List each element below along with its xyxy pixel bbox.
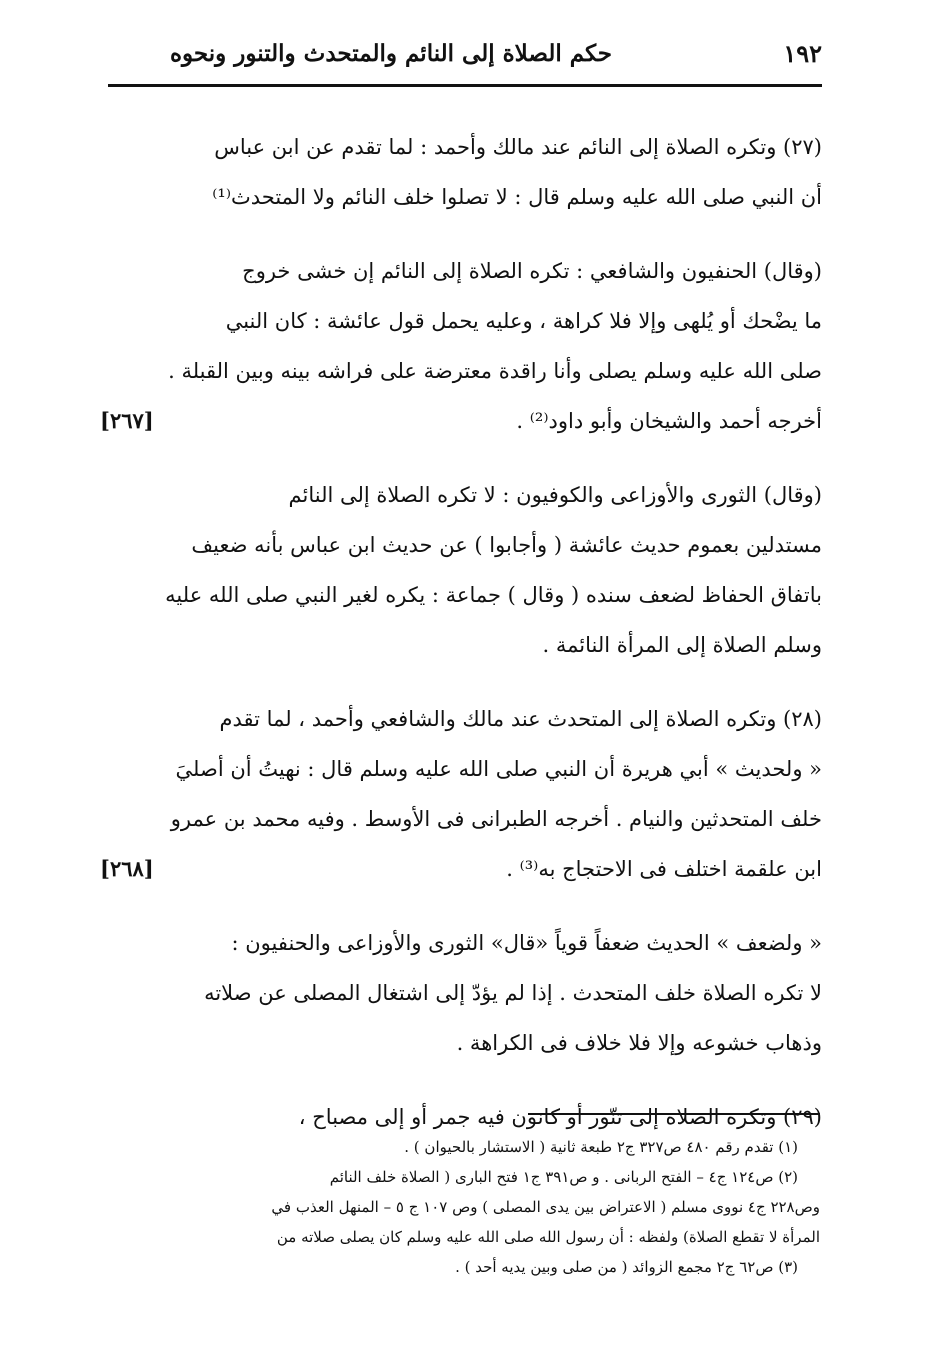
- text-line: (٢٧) وتكره الصلاة إلى النائم عند مالك وأحمد : لما تقدم عن ابن عباس: [214, 135, 822, 159]
- footnote-2-continued: وص٢٢٨ ج٤ نووى مسلم ( الاعتراض بين يدى المصلى ) وص ١٠٧ ج ٥ – المنهل العذب في: [271, 1198, 820, 1216]
- text-line: (٢٨) وتكره الصلاة إلى المتحدث عند مالك والشافعي وأحمد ، لما تقدم: [219, 707, 822, 731]
- text-line: باتفاق الحفاظ لضعف سنده ( وقال ) جماعة : يكره لغير النبي صلى الله عليه: [165, 583, 822, 607]
- hadith-ref-number: [٢٦٧]: [100, 408, 154, 433]
- text-line: خلف المتحدثين والنيام . أخرجه الطبرانى فى الأوسط . وفيه محمد بن عمرو: [170, 807, 822, 831]
- text-line: أن النبي صلى الله عليه وسلم قال : لا تصلوا خلف النائم ولا المتحدث⁽¹⁾: [212, 185, 822, 209]
- paragraph-hanafi-shafii: [100, 246, 822, 446]
- paragraph-thawri: [100, 470, 822, 670]
- text-line: (وقال) الثورى والأوزاعى والكوفيون : لا تكره الصلاة إلى النائم: [288, 483, 822, 507]
- text-line: (وقال) الحنفيون والشافعي : تكره الصلاة إلى النائم إن خشى خروج: [242, 259, 822, 283]
- paragraph-27: [100, 122, 822, 222]
- text-line: صلى الله عليه وسلم يصلى وأنا راقدة معترضة على فراشه بينه وبين القبلة .: [168, 359, 822, 383]
- text-line: مستدلين بعموم حديث عائشة ( وأجابوا ) عن حديث ابن عباس بأنه ضعيف: [191, 533, 822, 557]
- page-header: [108, 28, 822, 78]
- running-title: حكم الصلاة إلى النائم والمتحدث والتنور ونحوه: [170, 39, 612, 67]
- text-line-with-ref: [100, 844, 822, 894]
- text-line-with-ref: [100, 396, 822, 446]
- body-text: [100, 122, 822, 1166]
- text-line: وسلم الصلاة إلى المرأة النائمة .: [542, 633, 822, 657]
- paragraph-weak-hadith: [100, 918, 822, 1068]
- text-line: ما يضْحك أو يُلهى وإلا فلا كراهة ، وعليه يحمل قول عائشة : كان النبي: [225, 309, 822, 333]
- text-line: أخرجه أحمد والشيخان وأبو داود⁽²⁾ .: [516, 409, 822, 433]
- header-rule: [108, 84, 822, 87]
- text-line: « ولحديث » أبي هريرة أن النبي صلى الله عليه وسلم قال : نهيتُ أن أصليَ: [175, 757, 822, 781]
- text-line: وذهاب خشوعه وإلا فلا خلاف فى الكراهة .: [456, 1031, 822, 1055]
- footnotes: [110, 1132, 820, 1282]
- footnote-2: (٢) ص١٢٤ ج٤ – الفتح الربانى . و ص٣٩١ ج١ فتح البارى ( الصلاة خلف النائم: [329, 1168, 798, 1186]
- footnote-rule: [528, 1113, 820, 1115]
- text-line: لا تكره الصلاة خلف المتحدث . إذا لم يؤدّ إلى اشتغال المصلى عن صلاته: [204, 981, 822, 1005]
- page-number: ١٩٢: [783, 38, 822, 68]
- text-line: (٢٩) وتكره الصلاة إلى تنّور أو كانون فيه جمر أو إلى مصباح ،: [298, 1105, 822, 1129]
- text-line: ابن علقمة اختلف فى الاحتجاج به⁽³⁾ .: [506, 857, 822, 881]
- footnote-2-continued: المرأة لا تقطع الصلاة) ولفظه : أن رسول الله صلى الله عليه وسلم كان يصلى صلاته من: [276, 1228, 820, 1246]
- paragraph-28: [100, 694, 822, 894]
- hadith-ref-number: [٢٦٨]: [100, 856, 154, 881]
- text-line: « ولضعف » الحديث ضعفاً قوياً «قال» الثورى والأوزاعى والحنفيون :: [231, 931, 822, 955]
- footnote-3: (٣) ص٦٢ ج٢ مجمع الزوائد ( من صلى وبين يديه أحد ) .: [455, 1258, 798, 1276]
- footnote-1: (١) تقدم رقم ٤٨٠ ص٣٢٧ ج٢ طبعة ثانية ( الاستشار بالحيوان ) .: [404, 1138, 798, 1156]
